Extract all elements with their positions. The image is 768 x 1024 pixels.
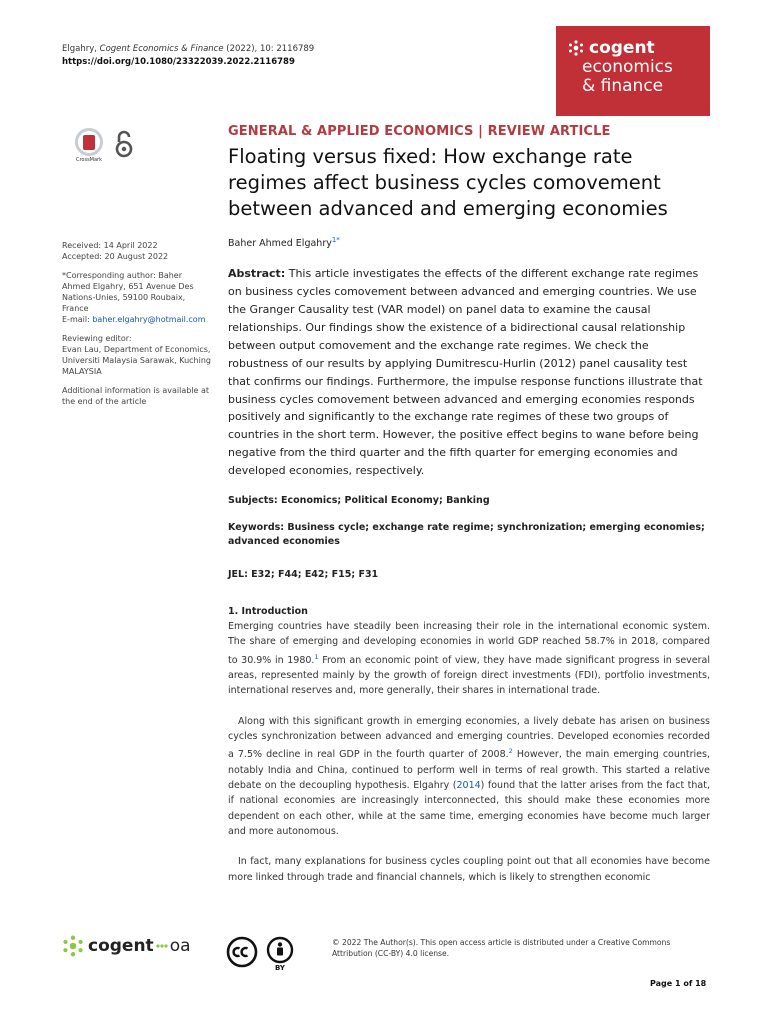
citation-journal: Cogent Economics & Finance xyxy=(99,44,224,54)
intro-heading: 1. Introduction xyxy=(228,606,308,618)
crossmark-icon xyxy=(75,128,103,156)
brand-subject-line2: & finance xyxy=(582,76,664,96)
dots-icon xyxy=(156,943,168,949)
reference-link-2014[interactable]: 2014 xyxy=(456,780,481,792)
brand-top-line xyxy=(568,38,710,58)
author-affiliation-mark[interactable]: 1* xyxy=(331,236,340,244)
journal-brand-box xyxy=(556,26,710,116)
intro-paragraph-1 xyxy=(228,619,710,699)
reviewing-editor-block xyxy=(62,333,212,377)
additional-info: Additional information is available at the end of the article xyxy=(62,386,210,406)
cogent-star-icon xyxy=(568,40,584,56)
creative-commons-icon xyxy=(226,936,258,968)
brand-name: cogent xyxy=(589,38,655,58)
corresponding-author: *Corresponding author: Baher Ahmed Elgahry, 651 Avenue Des Nations-Unies, 59100 Roubaix, France xyxy=(62,271,194,313)
cogent-star-icon xyxy=(62,935,84,957)
header-citation xyxy=(62,43,314,69)
email-label: E-mail: xyxy=(62,315,90,324)
article-sidebar xyxy=(62,240,212,415)
cc-license-badge[interactable] xyxy=(226,936,296,972)
article-title: Floating versus fixed: How exchange rate regimes affect business cycles comovement between advanced and emerging economies xyxy=(228,145,668,220)
author-name: Baher Ahmed Elgahry xyxy=(228,238,332,250)
citation-line xyxy=(62,43,314,56)
para2-text-b: However, the main emerging countries, notably India and China, continued to perform well in terms of real growth. This started a relative debate on the decoupling hypothesis. Elgahry ( xyxy=(228,749,710,792)
article-main xyxy=(228,124,710,885)
footer-brand-suffix: oa xyxy=(169,936,191,956)
brand-subject-line1: economics xyxy=(582,57,673,77)
citation-author: Elgahry, xyxy=(62,44,97,54)
footer-brand-name: cogent xyxy=(88,936,154,956)
intro-paragraph-2 xyxy=(228,714,710,840)
accepted-date: Accepted: 20 August 2022 xyxy=(62,252,169,261)
cogent-oa-logo xyxy=(62,935,191,957)
abstract-text: This article investigates the effects of the different exchange rate regimes on business cycles comovement between advanced and emerging countries. We use the Granger Causality test (VAR model) on panel data to examine the causal relationships. Our findings show the existence of a bidirectional causal relationship between output comovement and the exchange rate regimes. We check the robustness of our results by applying Dumitrescu-Hurlin (2012) panel causality test that confirms our findings. Furthermore, the impulse response functions illustrate that business cycles comovement between advanced and emerging economies responds positively and significantly to the exchange rate regimes of these two groups of countries in the short term. However, the positive effect begins to wane before being negative from the third quarter and the fifth quarter for emerging economies and developed economies, respectively. xyxy=(228,267,703,478)
para1-text-a: Emerging countries have steadily been increasing their role in the international economic system. The share of emerging and developing economies in world GDP reached 58.7% in 2018, compared to 30.9% in 1980. xyxy=(228,621,710,666)
keywords: Keywords: Business cycle; exchange rate regime; synchronization; emerging economies; advanced economies xyxy=(228,522,705,548)
reviewing-editor: Evan Lau, Department of Economics, Universiti Malaysia Sarawak, Kuching MALAYSIA xyxy=(62,345,211,376)
footnote-1-link[interactable]: 1 xyxy=(314,652,319,661)
email-line xyxy=(62,314,212,325)
author-line xyxy=(228,236,710,249)
license-text: © 2022 The Author(s). This open access article is distributed under a Creative Commons Attribution (CC-BY) 4.0 license. xyxy=(332,938,671,958)
footnote-2-link[interactable]: 2 xyxy=(508,747,513,756)
intro-paragraph-3: In fact, many explanations for business cycles coupling point out that all economies have become more linked through trade and financial channels, which is likely to strengthen economic xyxy=(228,856,710,883)
jel-codes: JEL: E32; F44; E42; F15; F31 xyxy=(228,569,379,581)
corresponding-author-block xyxy=(62,270,212,325)
section-tag: GENERAL & APPLIED ECONOMICS | REVIEW ARTICLE xyxy=(228,124,611,139)
doi-link[interactable]: https://doi.org/10.1080/23322039.2022.2116789 xyxy=(62,57,295,67)
email-link[interactable]: baher.elgahry@hotmail.com xyxy=(92,315,206,324)
para2-text-c: ) found that the latter arises from the fact that, if national economies are increasingly interconnected, this should make these economies more dependent on each other, while at the same time, emerging economies have become much larger and more autonomous. xyxy=(228,780,710,837)
crossmark-badge[interactable] xyxy=(72,128,106,168)
abstract xyxy=(228,265,710,480)
subjects: Subjects: Economics; Political Economy; Banking xyxy=(228,495,490,507)
attribution-by-icon xyxy=(264,936,296,972)
dates-block xyxy=(62,240,212,262)
abstract-label: Abstract: xyxy=(228,267,286,281)
page-number: Page 1 of 18 xyxy=(650,979,707,988)
by-label: BY xyxy=(274,964,286,972)
received-date: Received: 14 April 2022 xyxy=(62,241,158,250)
para1-text-b: From an economic point of view, they have made significant progress in several areas, represented mainly by the growth of foreign direct investments (FDI), portfolio investments, international reserves and, more generally, their shares in international trade. xyxy=(228,654,710,697)
citation-year-volume: (2022), 10: 2116789 xyxy=(226,44,315,54)
para2-text-a: Along with this significant growth in emerging economies, a lively debate has arisen on business cycles synchronization between advanced and emerging countries. Developed economies recorded a 7.5% decline in real GDP in the fourth quarter of 2008. xyxy=(228,715,710,761)
open-access-icon xyxy=(114,130,134,162)
crossmark-label: CrossMark xyxy=(75,157,103,163)
reviewing-editor-label: Reviewing editor: xyxy=(62,334,132,343)
